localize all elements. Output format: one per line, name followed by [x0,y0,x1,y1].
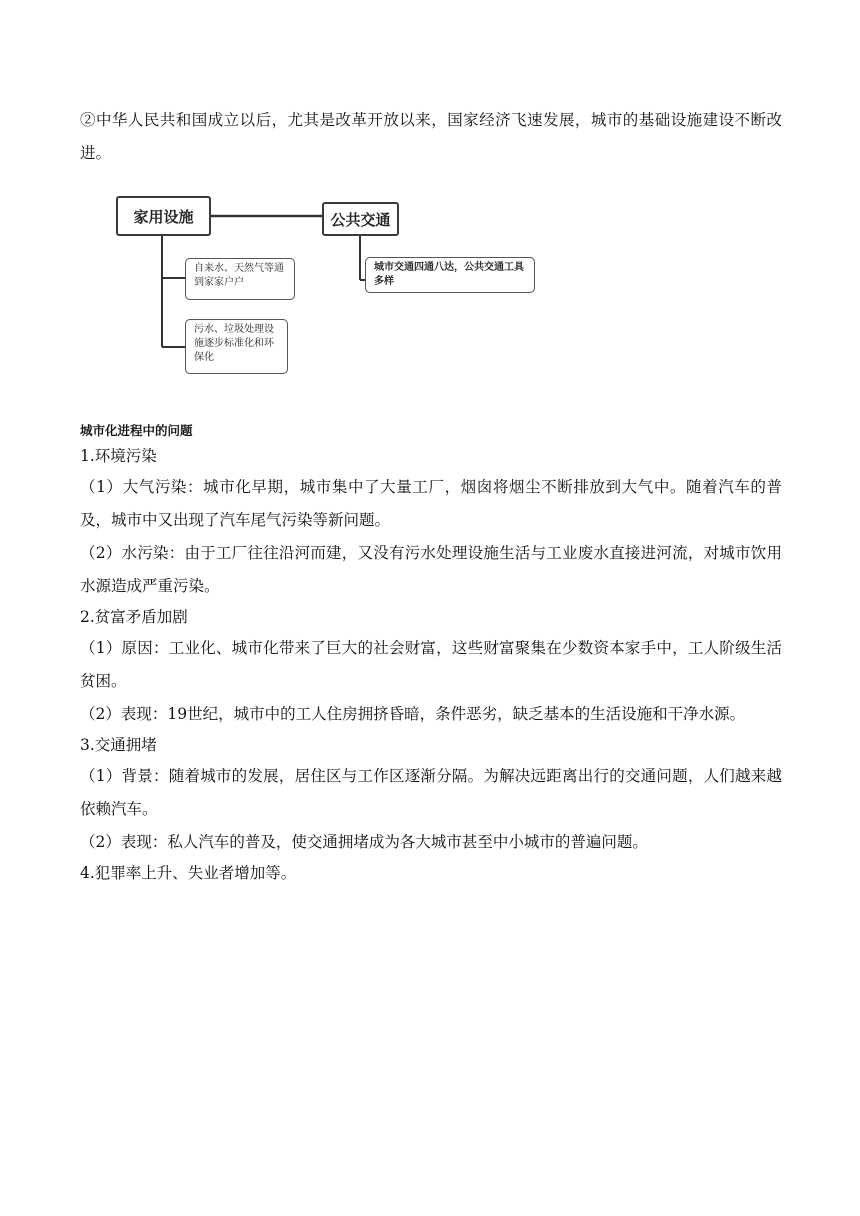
section-heading: 城市化进程中的问题 [80,423,193,438]
problem-title-2: 2.贫富矛盾加剧 [80,608,188,626]
problem-1-para-2: （2）水污染：由于工厂往往沿河而建，又没有污水处理设施生活与工业废水直接进河流，对城市饮用水源造成严重污染。 [80,544,782,595]
problem-title-1: 1.环境污染 [80,447,157,465]
node-water-gas: 自来水、天然气等通到家家户户 [185,258,295,300]
problem-2-para-2: （2）表现：19世纪，城市中的工人住房拥挤昏暗，条件恶劣，缺乏基本的生活设施和干净水源。 [80,705,746,723]
node-public-transport: 公共交通 [322,202,399,236]
node-waste-treatment: 污水、垃圾处理设施逐步标准化和环保化 [185,319,288,374]
problem-3-para-1: （1）背景：随着城市的发展，居住区与工作区逐渐分隔。为解决远距离出行的交通问题，人们越来越依赖汽车。 [80,767,782,818]
node-household-facilities: 家用设施 [116,196,211,236]
problem-title-3: 3.交通拥堵 [80,736,157,754]
problem-title-4: 4.犯罪率上升、失业者增加等。 [80,864,297,882]
urbanization-problems-section [80,420,782,888]
problem-3-para-2: （2）表现：私人汽车的普及，使交通拥堵成为各大城市甚至中小城市的普遍问题。 [80,833,648,851]
node-urban-transport: 城市交通四通八达，公共交通工具多样 [365,257,535,293]
problem-2-para-1: （1）原因：工业化、城市化带来了巨大的社会财富，这些财富聚集在少数资本家手中，工人阶级生活贫困。 [80,639,782,690]
problem-1-para-1: （1）大气污染：城市化早期，城市集中了大量工厂，烟囱将烟尘不断排放到大气中。随着汽车的普及，城市中又出现了汽车尾气污染等新问题。 [80,478,782,529]
intro-paragraph: ②中华人民共和国成立以后，尤其是改革开放以来，国家经济飞速发展，城市的基础设施建设不断改进。 [80,111,782,162]
infrastructure-diagram [110,190,550,390]
